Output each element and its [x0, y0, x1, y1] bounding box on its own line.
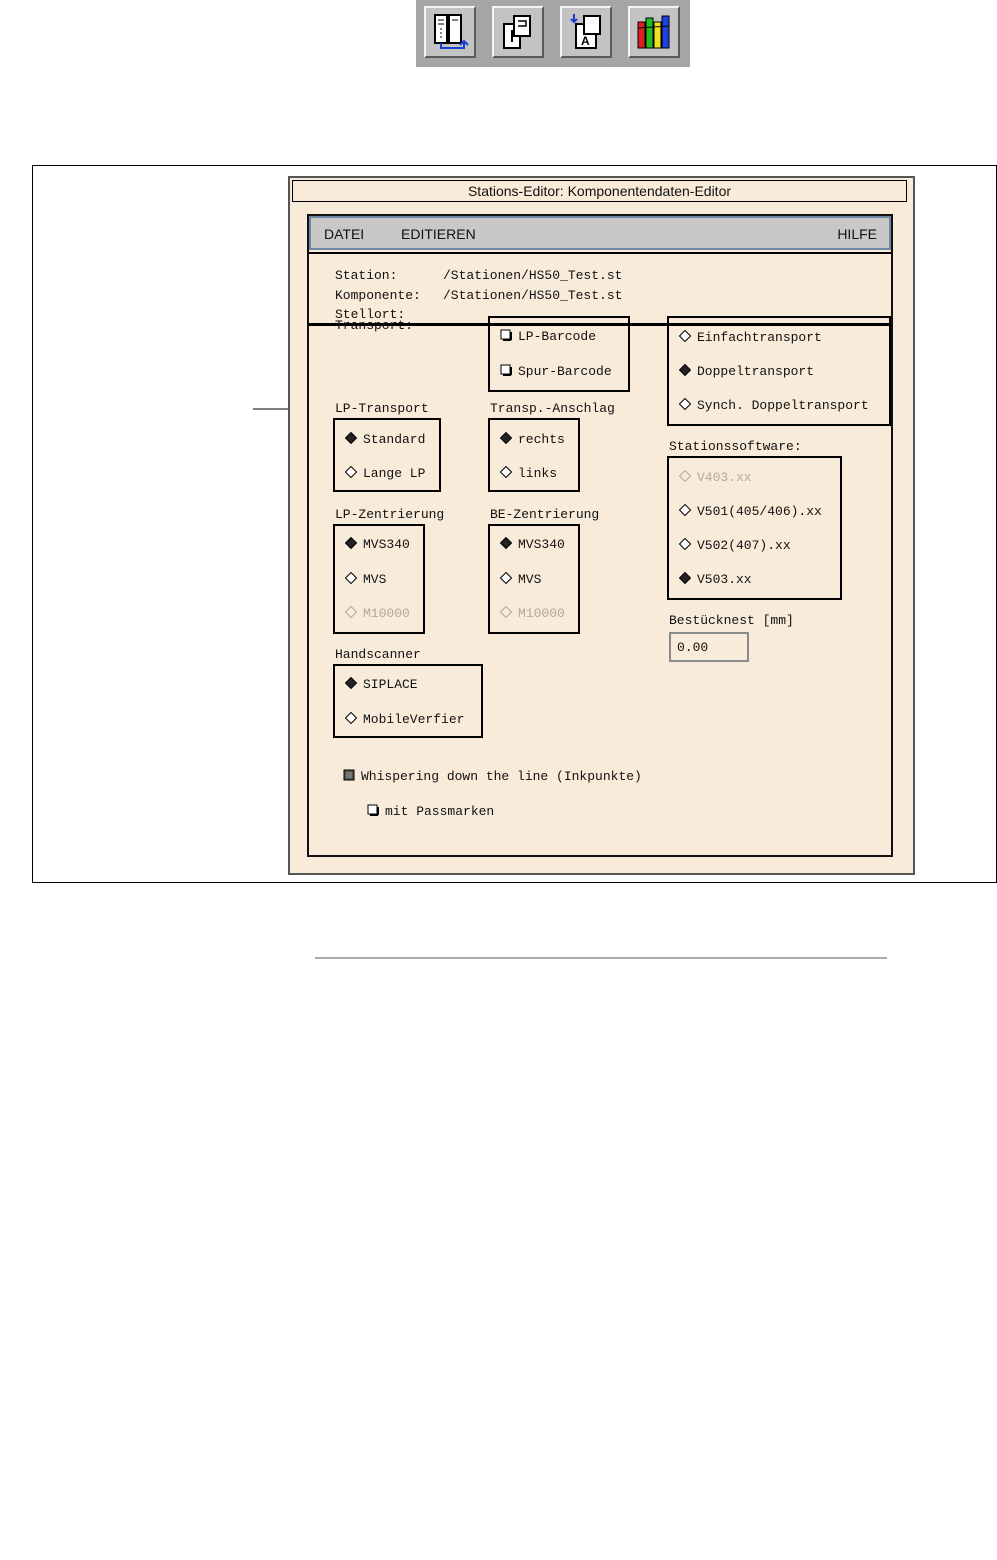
checkbox-unchecked-icon	[500, 329, 512, 341]
bestueck-label: Bestücknest [mm]	[669, 613, 794, 628]
doppeltransport-label: Doppeltransport	[697, 364, 815, 379]
stellort-label: Stellort:	[335, 307, 406, 322]
be-zentrierung-mvs340-radio[interactable]	[500, 537, 565, 552]
einfachtransport-label: Einfachtransport	[697, 330, 822, 345]
doppeltransport-radio[interactable]	[679, 364, 814, 379]
component-data-button[interactable]	[560, 6, 612, 58]
radio-unselected-icon	[679, 398, 691, 410]
component-data-icon	[566, 12, 606, 52]
component-icon	[498, 12, 538, 52]
lp-transport-group	[333, 418, 441, 492]
library-icon	[634, 12, 674, 52]
component-button[interactable]	[492, 6, 544, 58]
radio-disabled-icon	[500, 606, 512, 618]
whispering-label: Whispering down the line (Inkpunkte)	[361, 769, 642, 784]
mvs340-label: MVS340	[363, 537, 410, 552]
software-v501-radio[interactable]	[679, 504, 822, 519]
menu-hilfe[interactable]: HILFE	[837, 226, 877, 242]
v501-label: V501(405/406).xx	[697, 504, 822, 519]
lp-zentrierung-mvs340-radio[interactable]	[345, 537, 410, 552]
links-label: links	[518, 466, 558, 481]
checkbox-unchecked-icon	[367, 804, 379, 816]
mvs-label: MVS	[518, 572, 542, 587]
handscanner-siplace-radio[interactable]	[345, 677, 418, 692]
synch-doppeltransport-radio[interactable]	[679, 398, 869, 413]
station-label: Station:	[335, 268, 398, 283]
lp-zentrierung-label: LP-Zentrierung	[335, 507, 445, 522]
stationssoftware-label: Stationssoftware:	[669, 439, 802, 454]
lp-barcode-checkbox[interactable]	[500, 329, 596, 344]
radio-unselected-icon	[500, 572, 512, 584]
lp-transport-label: LP-Transport	[335, 401, 429, 416]
be-zentrierung-m10000-radio[interactable]	[500, 606, 565, 621]
lp-transport-lange-lp-radio[interactable]	[345, 466, 425, 481]
software-v502-radio[interactable]	[679, 538, 791, 553]
separator	[315, 957, 887, 960]
transport-label: Transport:	[335, 318, 414, 333]
station-info	[309, 252, 891, 326]
anschlag-links-radio[interactable]	[500, 466, 557, 481]
radio-selected-icon	[345, 537, 357, 549]
passmarken-checkbox[interactable]	[367, 804, 494, 819]
be-zentrierung-label: BE-Zentrierung	[490, 507, 600, 522]
toolbar	[416, 0, 690, 67]
radio-unselected-icon	[500, 466, 512, 478]
handscanner-mobileverfier-radio[interactable]	[345, 712, 464, 727]
v503-label: V503.xx	[697, 572, 752, 587]
be-zentrierung-group	[488, 524, 580, 634]
lange-lp-label: Lange LP	[363, 466, 426, 481]
radio-unselected-icon	[679, 504, 691, 516]
menu-datei[interactable]: DATEI	[324, 226, 365, 242]
radio-selected-icon	[500, 537, 512, 549]
komponente-label: Komponente:	[335, 288, 421, 303]
transport-mode-group	[667, 316, 891, 426]
radio-unselected-icon	[679, 538, 691, 550]
radio-disabled-icon	[679, 470, 691, 482]
synch-doppeltransport-label: Synch. Doppeltransport	[697, 398, 869, 413]
radio-selected-icon	[345, 677, 357, 689]
v502-label: V502(407).xx	[697, 538, 791, 553]
library-button[interactable]	[628, 6, 680, 58]
radio-selected-icon	[679, 364, 691, 376]
komponente-value: /Stationen/HS50_Test.st	[443, 288, 623, 303]
spur-barcode-checkbox[interactable]	[500, 364, 612, 379]
mvs-label: MVS	[363, 572, 387, 587]
rechts-label: rechts	[518, 432, 565, 447]
station-value: /Stationen/HS50_Test.st	[443, 268, 623, 283]
menu-bar	[309, 216, 891, 250]
spur-barcode-label: Spur-Barcode	[518, 364, 612, 379]
lp-zentrierung-group	[333, 524, 425, 634]
station-layout-icon	[430, 12, 470, 52]
lp-zentrierung-m10000-radio[interactable]	[345, 606, 410, 621]
komponentendaten-editor-window	[288, 176, 915, 875]
v403-label: V403.xx	[697, 470, 752, 485]
window-title: Stations-Editor: Komponentendaten-Editor	[292, 180, 907, 202]
handscanner-label: Handscanner	[335, 647, 421, 662]
handscanner-group	[333, 664, 483, 738]
radio-selected-icon	[345, 432, 357, 444]
menu-editieren[interactable]: EDITIEREN	[401, 226, 476, 242]
software-v503-radio[interactable]	[679, 572, 752, 587]
lp-zentrierung-mvs-radio[interactable]	[345, 572, 386, 587]
be-zentrierung-mvs-radio[interactable]	[500, 572, 541, 587]
bestueck-input[interactable]: 0.00	[669, 632, 749, 662]
m10000-label: M10000	[363, 606, 410, 621]
whispering-checkbox[interactable]	[343, 769, 642, 784]
editor-panel	[307, 214, 893, 857]
software-v403-radio[interactable]	[679, 470, 752, 485]
radio-unselected-icon	[345, 572, 357, 584]
radio-selected-icon	[500, 432, 512, 444]
mvs340-label: MVS340	[518, 537, 565, 552]
radio-selected-icon	[679, 572, 691, 584]
standard-label: Standard	[363, 432, 426, 447]
radio-unselected-icon	[345, 712, 357, 724]
einfachtransport-radio[interactable]	[679, 330, 822, 345]
passmarken-label: mit Passmarken	[385, 804, 495, 819]
lp-barcode-label: LP-Barcode	[518, 329, 597, 344]
radio-disabled-icon	[345, 606, 357, 618]
stationssoftware-group	[667, 456, 842, 600]
anschlag-rechts-radio[interactable]	[500, 432, 565, 447]
anschlag-group	[488, 418, 580, 492]
svg-text:A: A	[581, 34, 590, 48]
radio-unselected-icon	[679, 330, 691, 342]
anschlag-label: Transp.-Anschlag	[490, 401, 615, 416]
siplace-label: SIPLACE	[363, 677, 418, 692]
transport-barcode-group	[488, 316, 630, 392]
m10000-label: M10000	[518, 606, 565, 621]
mobileverfier-label: MobileVerfier	[363, 712, 465, 727]
lp-transport-standard-radio[interactable]	[345, 432, 425, 447]
radio-unselected-icon	[345, 466, 357, 478]
station-layout-button[interactable]	[424, 6, 476, 58]
checkbox-unchecked-icon	[500, 364, 512, 376]
checkbox-checked-icon	[343, 769, 355, 781]
